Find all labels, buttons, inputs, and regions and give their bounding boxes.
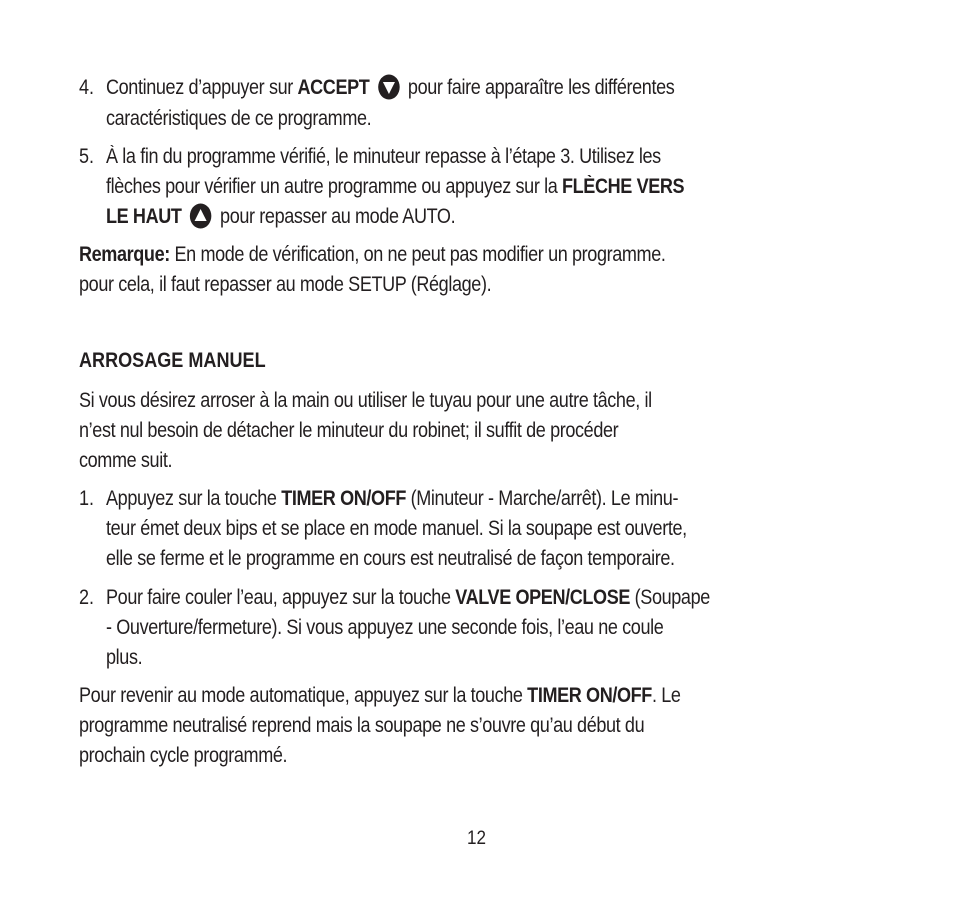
step-5-text-after: pour repasser au mode AUTO. [215, 205, 456, 228]
closing-text: Pour revenir au mode automatique, appuyez sur la touche [79, 684, 528, 707]
step-2-number: 2. [79, 586, 95, 609]
fleche-vers-label: FLÈCHE VERS [562, 175, 685, 198]
section-heading: ARROSAGE MANUEL [79, 349, 266, 372]
step-4-number: 4. [79, 76, 95, 99]
timer-on-off-label-2: TIMER ON/OFF [527, 684, 652, 707]
closing-line-3: prochain cycle programmé. [79, 744, 288, 767]
step-1-line-3: elle se ferme et le programme en cours est neutralisé de façon temporaire. [106, 547, 675, 570]
step-1-line-1 [106, 484, 678, 514]
closing-text-after: . Le [651, 684, 681, 707]
step-4-text-after: pour faire apparaître les différentes [403, 76, 675, 99]
down-arrow-icon [378, 74, 400, 100]
closing-line-2: programme neutralisé reprend mais la soupape ne s’ouvre qu’au début du [79, 714, 645, 737]
step-5-line-1: À la fin du programme vérifié, le minuteur repasse à l’étape 3. Utilisez les [106, 145, 661, 168]
up-arrow-icon [190, 203, 212, 229]
step-4-line-2: caractéristiques de ce programme. [106, 107, 372, 130]
le-haut-label: LE HAUT [106, 205, 182, 228]
remark-label: Remarque: [79, 243, 170, 266]
intro-line-3: comme suit. [79, 449, 173, 472]
step-1-number: 1. [79, 487, 95, 510]
step-5-number: 5. [79, 145, 95, 168]
valve-open-close-label: VALVE OPEN/CLOSE [455, 586, 631, 609]
step-1-text-after: (Minuteur - Marche/arrêt). Le minu- [405, 487, 679, 510]
step-5-text: flèches pour vérifier un autre programme ou appuyez sur la [106, 175, 563, 198]
step-1-text: Appuyez sur la touche [106, 487, 282, 510]
closing-line-1 [79, 681, 681, 711]
timer-on-off-label: TIMER ON/OFF [281, 487, 406, 510]
step-1-line-2: teur émet deux bips et se place en mode manuel. Si la soupape est ouverte, [106, 517, 687, 540]
step-4-text: Continuez d’appuyer sur [106, 76, 298, 99]
intro-line-2: n’est nul besoin de détacher le minuteur du robinet; il suffit de procéder [79, 419, 619, 442]
step-2-line-2: - Ouverture/fermeture). Si vous appuyez une seconde fois, l’eau ne coule [106, 616, 664, 639]
step-5-line-2 [106, 172, 684, 202]
page-number: 12 [467, 828, 487, 849]
remark-line-2: pour cela, il faut repasser au mode SETUP (Réglage). [79, 273, 492, 296]
step-2-text-after: (Soupape [630, 586, 710, 609]
remark-text: En mode de vérification, on ne peut pas modifier un programme. [169, 243, 666, 266]
accept-label: ACCEPT [297, 76, 370, 99]
step-5-line-3 [106, 202, 455, 232]
intro-line-1: Si vous désirez arroser à la main ou utiliser le tuyau pour une autre tâche, il [79, 389, 652, 412]
step-2-text: Pour faire couler l’eau, appuyez sur la touche [106, 586, 456, 609]
step-4-line-1 [106, 73, 674, 103]
step-2-line-1 [106, 583, 710, 613]
remark-line-1 [79, 240, 666, 270]
step-2-line-3: plus. [106, 646, 143, 669]
